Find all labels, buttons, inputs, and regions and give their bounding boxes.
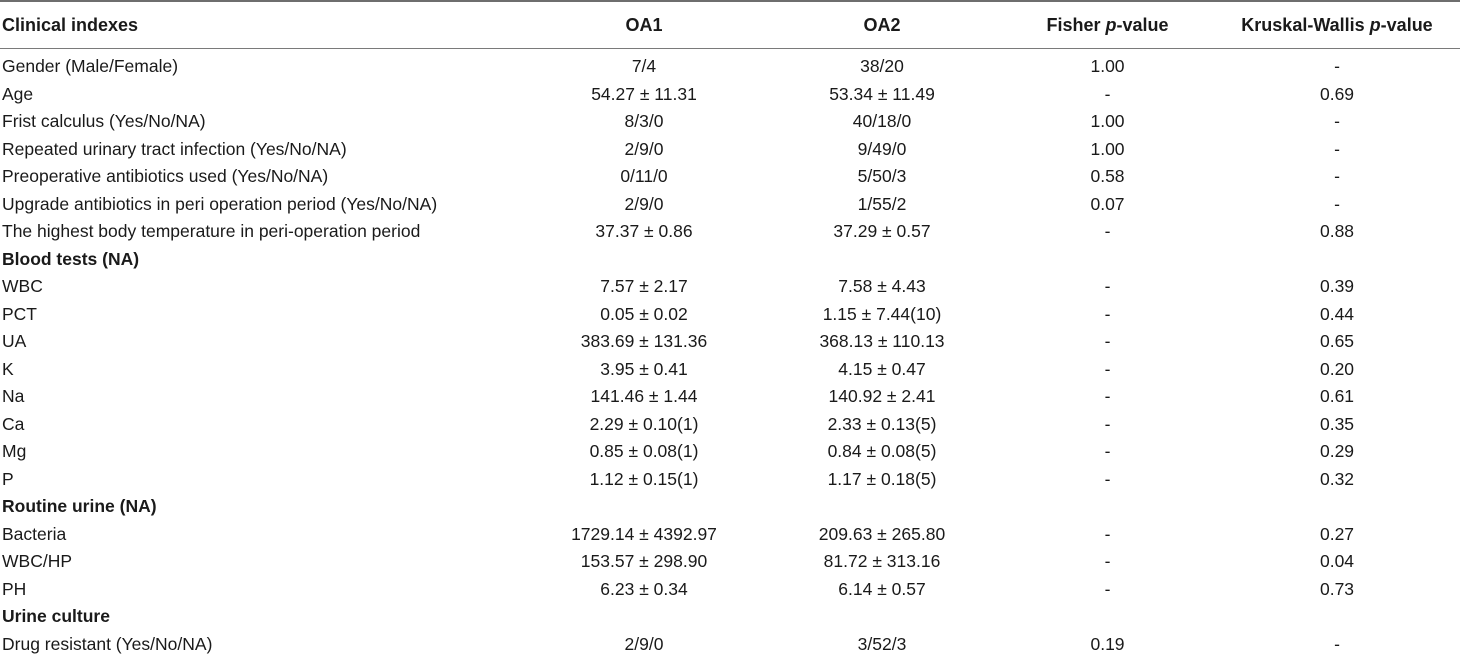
cell-oa1: 141.46 ± 1.44	[590, 386, 698, 406]
cell-oa1: 1729.14 ± 4392.97	[571, 523, 717, 544]
cell-fisher: -	[1104, 276, 1111, 296]
cell-fisher: 0.07	[1090, 193, 1125, 214]
cell-fisher: 1.00	[1090, 111, 1125, 131]
cell-oa2: 1.17 ± 0.18(5)	[827, 468, 937, 489]
cell-fisher: -	[1104, 578, 1111, 599]
table-row	[0, 328, 1460, 356]
cell-oa2: 37.29 ± 0.57	[833, 221, 931, 241]
header-oa1: OA1	[625, 15, 663, 35]
cell-oa2: 7.58 ± 4.43	[838, 276, 926, 296]
cell-label: K	[2, 358, 14, 379]
cell-oa1: 0.85 ± 0.08(1)	[589, 441, 699, 461]
cell-label: UA	[2, 331, 27, 351]
cell-kruskal-wallis: 0.65	[1319, 331, 1355, 351]
cell-oa1: 3.95 ± 0.41	[600, 358, 688, 379]
cell-oa1: 1.12 ± 0.15(1)	[589, 468, 699, 489]
cell-oa1: 6.23 ± 0.34	[600, 578, 688, 599]
cell-kruskal-wallis: -	[1334, 633, 1340, 654]
cell-kruskal-wallis: -	[1334, 138, 1340, 159]
cell-fisher: -	[1104, 523, 1111, 544]
cell-oa1: 37.37 ± 0.86	[595, 221, 693, 241]
cell-label: P	[2, 468, 14, 489]
cell-oa1: 54.27 ± 11.31	[591, 83, 697, 104]
cell-oa1: 0.05 ± 0.02	[600, 303, 688, 324]
cell-kruskal-wallis: 0.32	[1319, 468, 1355, 489]
cell-fisher: -	[1104, 331, 1111, 351]
cell-oa1: 383.69 ± 131.36	[580, 331, 708, 351]
table-row	[0, 301, 1460, 329]
cell-fisher: -	[1104, 441, 1111, 461]
table-body	[0, 53, 1460, 658]
cell-oa2: 3/52/3	[857, 633, 907, 654]
table-row	[0, 218, 1460, 246]
cell-kruskal-wallis: 0.61	[1319, 386, 1355, 406]
cell-fisher: -	[1104, 303, 1111, 324]
table-row	[0, 356, 1460, 384]
cell-kruskal-wallis: 0.88	[1319, 221, 1355, 241]
table-row	[0, 411, 1460, 439]
cell-label: Blood tests (NA)	[2, 248, 140, 269]
header-kw-suffix: -value	[1380, 15, 1433, 35]
cell-fisher: -	[1104, 468, 1111, 489]
table-row	[0, 163, 1460, 191]
table-row	[0, 466, 1460, 494]
cell-label: PCT	[2, 303, 37, 324]
cell-fisher: -	[1104, 358, 1111, 379]
cell-label: Ca	[2, 413, 25, 434]
cell-kruskal-wallis: 0.29	[1319, 441, 1355, 461]
table-row	[0, 521, 1460, 549]
cell-fisher: 0.19	[1090, 633, 1125, 654]
cell-kruskal-wallis: 0.69	[1319, 83, 1355, 104]
cell-oa2: 368.13 ± 110.13	[819, 331, 945, 351]
cell-oa2: 2.33 ± 0.13(5)	[827, 413, 937, 434]
cell-oa1: 2/9/0	[624, 138, 664, 159]
cell-oa2: 1.15 ± 7.44(10)	[822, 303, 942, 324]
cell-kruskal-wallis: 0.44	[1319, 303, 1355, 324]
cell-label: WBC	[2, 276, 43, 296]
cell-label: Frist calculus (Yes/No/NA)	[2, 111, 206, 131]
cell-oa1: 2/9/0	[624, 633, 664, 654]
cell-fisher: 1.00	[1090, 56, 1125, 76]
cell-kruskal-wallis: 0.73	[1319, 578, 1355, 599]
cell-oa2: 81.72 ± 313.16	[823, 551, 941, 571]
cell-kruskal-wallis: -	[1334, 111, 1340, 131]
cell-oa2: 140.92 ± 2.41	[828, 386, 936, 406]
cell-fisher: -	[1104, 221, 1111, 241]
header-fisher-p-value	[1001, 16, 1214, 34]
cell-fisher: -	[1104, 413, 1111, 434]
cell-oa1: 7/4	[631, 56, 657, 76]
cell-oa2: 6.14 ± 0.57	[838, 578, 926, 599]
table-row	[0, 53, 1460, 81]
section-row	[0, 246, 1460, 274]
cell-kruskal-wallis: 0.35	[1319, 413, 1355, 434]
cell-oa2: 0.84 ± 0.08(5)	[827, 441, 937, 461]
cell-label: WBC/HP	[2, 551, 72, 571]
cell-oa2: 1/55/2	[857, 193, 907, 214]
section-row	[0, 493, 1460, 521]
cell-fisher: 1.00	[1090, 138, 1125, 159]
cell-kruskal-wallis: 0.39	[1319, 276, 1355, 296]
cell-oa1: 153.57 ± 298.90	[580, 551, 708, 571]
cell-oa2: 53.34 ± 11.49	[829, 83, 935, 104]
table-row	[0, 108, 1460, 136]
cell-oa2: 40/18/0	[852, 111, 912, 131]
cell-oa2: 4.15 ± 0.47	[838, 358, 926, 379]
cell-label: Bacteria	[2, 523, 67, 544]
cell-kruskal-wallis: 0.20	[1319, 358, 1355, 379]
header-kruskal-wallis-p-value	[1214, 16, 1460, 34]
cell-oa2: 9/49/0	[857, 138, 907, 159]
cell-oa2: 5/50/3	[857, 166, 907, 186]
cell-label: Gender (Male/Female)	[2, 56, 179, 76]
cell-oa1: 0/11/0	[620, 166, 668, 186]
cell-kruskal-wallis: -	[1334, 166, 1340, 186]
cell-label: Routine urine (NA)	[2, 496, 157, 516]
cell-oa1: 2.29 ± 0.10(1)	[589, 413, 699, 434]
section-row	[0, 603, 1460, 631]
cell-label: Upgrade antibiotics in peri operation period (Yes/No/NA)	[2, 193, 438, 214]
table-header-row	[0, 2, 1460, 48]
header-kw-p: p	[1369, 15, 1381, 35]
cell-oa1: 7.57 ± 2.17	[600, 276, 688, 296]
table-row	[0, 136, 1460, 164]
cell-label: The highest body temperature in peri-operation period	[2, 221, 421, 241]
table-row	[0, 81, 1460, 109]
cell-kruskal-wallis: 0.27	[1319, 523, 1355, 544]
header-fisher-p: p	[1105, 15, 1117, 35]
cell-fisher: -	[1104, 83, 1111, 104]
table-row	[0, 273, 1460, 301]
cell-oa1: 8/3/0	[624, 111, 664, 131]
cell-label: Repeated urinary tract infection (Yes/No/NA)	[2, 138, 347, 159]
header-fisher-suffix: -value	[1116, 15, 1169, 35]
cell-label: PH	[2, 578, 27, 599]
header-clinical-indexes: Clinical indexes	[2, 15, 139, 35]
cell-fisher: 0.58	[1090, 166, 1125, 186]
cell-oa2: 38/20	[860, 56, 904, 76]
cell-kruskal-wallis: -	[1334, 56, 1340, 76]
cell-fisher: -	[1104, 551, 1111, 571]
cell-kruskal-wallis: -	[1334, 193, 1340, 214]
cell-label: Mg	[2, 441, 27, 461]
header-oa2: OA2	[863, 15, 901, 35]
header-fisher-text: Fisher	[1046, 15, 1106, 35]
table-row	[0, 576, 1460, 604]
header-kw-text: Kruskal-Wallis	[1241, 15, 1370, 35]
table-row	[0, 631, 1460, 659]
table-row	[0, 548, 1460, 576]
cell-label: Na	[2, 386, 25, 406]
table-row	[0, 191, 1460, 219]
cell-oa2: 209.63 ± 265.80	[818, 523, 946, 544]
cell-oa1: 2/9/0	[624, 193, 664, 214]
cell-label: Urine culture	[2, 606, 110, 626]
table-row	[0, 383, 1460, 411]
cell-kruskal-wallis: 0.04	[1319, 551, 1355, 571]
cell-label: Preoperative antibiotics used (Yes/No/NA)	[2, 166, 329, 186]
cell-label: Age	[2, 83, 34, 104]
table-row	[0, 438, 1460, 466]
cell-label: Drug resistant (Yes/No/NA)	[2, 633, 213, 654]
cell-fisher: -	[1104, 386, 1111, 406]
